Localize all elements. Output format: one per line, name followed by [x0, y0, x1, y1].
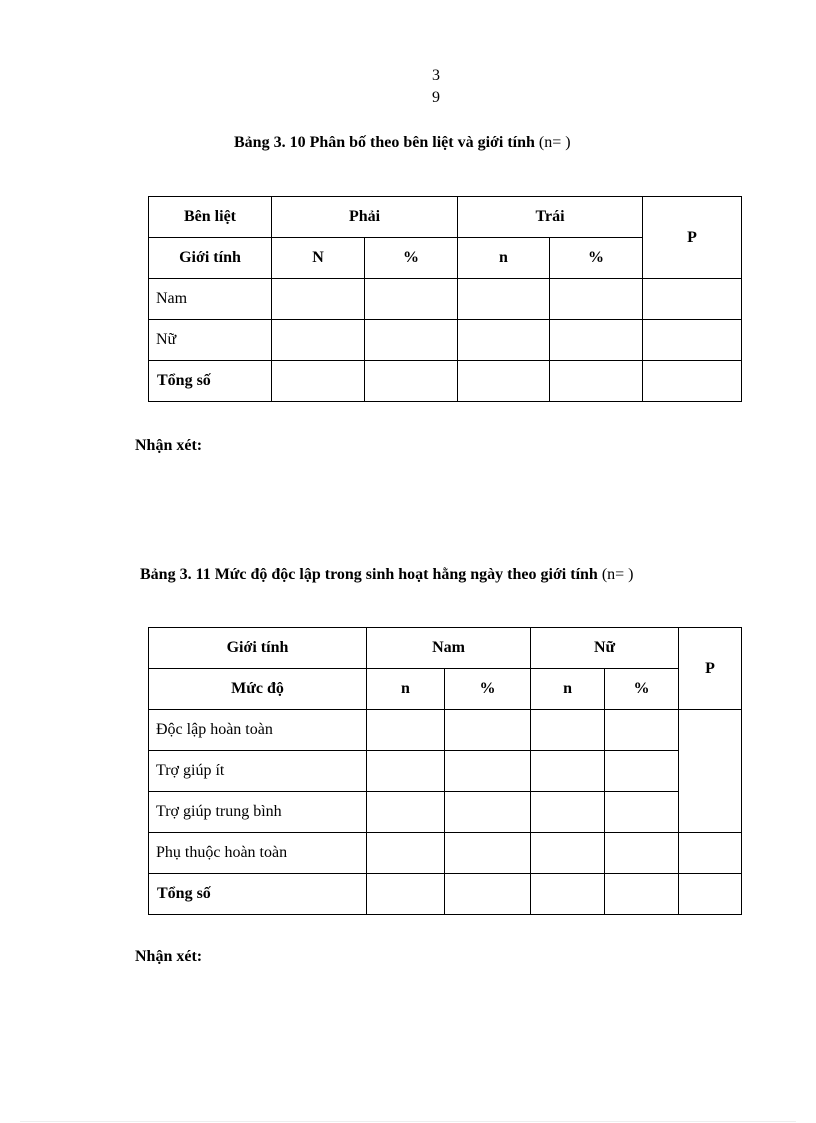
page-number-line1: 3 [432, 67, 440, 84]
table1-row-label-total: Tổng số [149, 361, 272, 402]
table-cell [605, 833, 679, 874]
remark2-label: Nhận xét: [135, 948, 203, 965]
table-cell [367, 792, 445, 833]
table1-header-group-phai: Phải [272, 197, 458, 238]
table-cell [531, 874, 605, 915]
table-row [149, 710, 742, 751]
table2-header-row1 [149, 628, 742, 669]
table-cell [367, 710, 445, 751]
table1-subheader-n1: N [272, 238, 365, 279]
table-cell [445, 833, 531, 874]
table2-caption-n: (n= ) [601, 566, 634, 583]
table-cell [272, 279, 365, 320]
table2-subheader-pct1: % [445, 669, 531, 710]
remark1-label: Nhận xét: [135, 437, 203, 454]
table-cell [643, 361, 742, 402]
table-cell [531, 751, 605, 792]
table-cell [605, 874, 679, 915]
table2-header-group-nam: Nam [367, 628, 531, 669]
table-row [149, 833, 742, 874]
table2-header-col1: Giới tính [149, 628, 367, 669]
table2-header-row2 [149, 669, 742, 710]
table-cell [445, 874, 531, 915]
table1-caption-title: Bảng 3. 10 Phân bố theo bên liệt và giới tính [234, 134, 535, 151]
table2-caption [140, 566, 634, 584]
table2-subheader-pct2: % [605, 669, 679, 710]
table1-caption [234, 134, 571, 152]
table1-caption-n: (n= ) [538, 134, 571, 151]
table1-header-p: P [643, 197, 742, 279]
page-bottom-divider [20, 1121, 796, 1122]
table-cell [445, 710, 531, 751]
table-cell [367, 751, 445, 792]
table2-subheader-n1: n [367, 669, 445, 710]
table-cell [605, 751, 679, 792]
table2-row-label-total: Tổng số [149, 874, 367, 915]
table-row [149, 361, 742, 402]
table-cell [367, 833, 445, 874]
table-cell [367, 874, 445, 915]
table-row [149, 874, 742, 915]
table-cell [458, 361, 550, 402]
table-cell [550, 361, 643, 402]
table1 [148, 196, 742, 402]
table2-caption-title: Bảng 3. 11 Mức độ độc lập trong sinh hoạt hằng ngày theo giới tính [140, 566, 598, 583]
table-cell [679, 874, 742, 915]
table-row [149, 751, 742, 792]
table2-header-group-nu: Nữ [531, 628, 679, 669]
table2 [148, 627, 742, 915]
table-cell [365, 279, 458, 320]
table-cell [643, 279, 742, 320]
table1-header-gioi-tinh: Giới tính [149, 238, 272, 279]
table-cell [605, 792, 679, 833]
table-cell [272, 361, 365, 402]
table-cell [679, 833, 742, 874]
table-cell [550, 279, 643, 320]
table2-header-muc-do: Mức độ [149, 669, 367, 710]
table-cell [643, 320, 742, 361]
table1-row-label: Nữ [149, 320, 272, 361]
table-cell [365, 361, 458, 402]
table-cell [531, 710, 605, 751]
table-cell [445, 751, 531, 792]
table2-header-p: P [679, 628, 742, 710]
table-cell [531, 833, 605, 874]
table1-subheader-n2: n [458, 238, 550, 279]
table2-row-label: Trợ giúp trung bình [149, 792, 367, 833]
table-cell [445, 792, 531, 833]
table-cell [531, 792, 605, 833]
table-cell [605, 710, 679, 751]
table1-row-label: Nam [149, 279, 272, 320]
table-cell [272, 320, 365, 361]
table-row [149, 279, 742, 320]
table1-header-col1: Bên liệt [149, 197, 272, 238]
table2-p-merged-cell [679, 710, 742, 833]
table1-header-group-trai: Trái [458, 197, 643, 238]
table2-row-label: Phụ thuộc hoàn toàn [149, 833, 367, 874]
table-cell [458, 279, 550, 320]
table-cell [550, 320, 643, 361]
table1-subheader-pct1: % [365, 238, 458, 279]
table-cell [365, 320, 458, 361]
table-row [149, 320, 742, 361]
table1-header-row1 [149, 197, 742, 238]
table1-subheader-pct2: % [550, 238, 643, 279]
table2-row-label: Trợ giúp ít [149, 751, 367, 792]
table-row [149, 792, 742, 833]
page-number-line2: 9 [432, 89, 440, 106]
table-cell [458, 320, 550, 361]
table2-subheader-n2: n [531, 669, 605, 710]
table2-row-label: Độc lập hoàn toàn [149, 710, 367, 751]
